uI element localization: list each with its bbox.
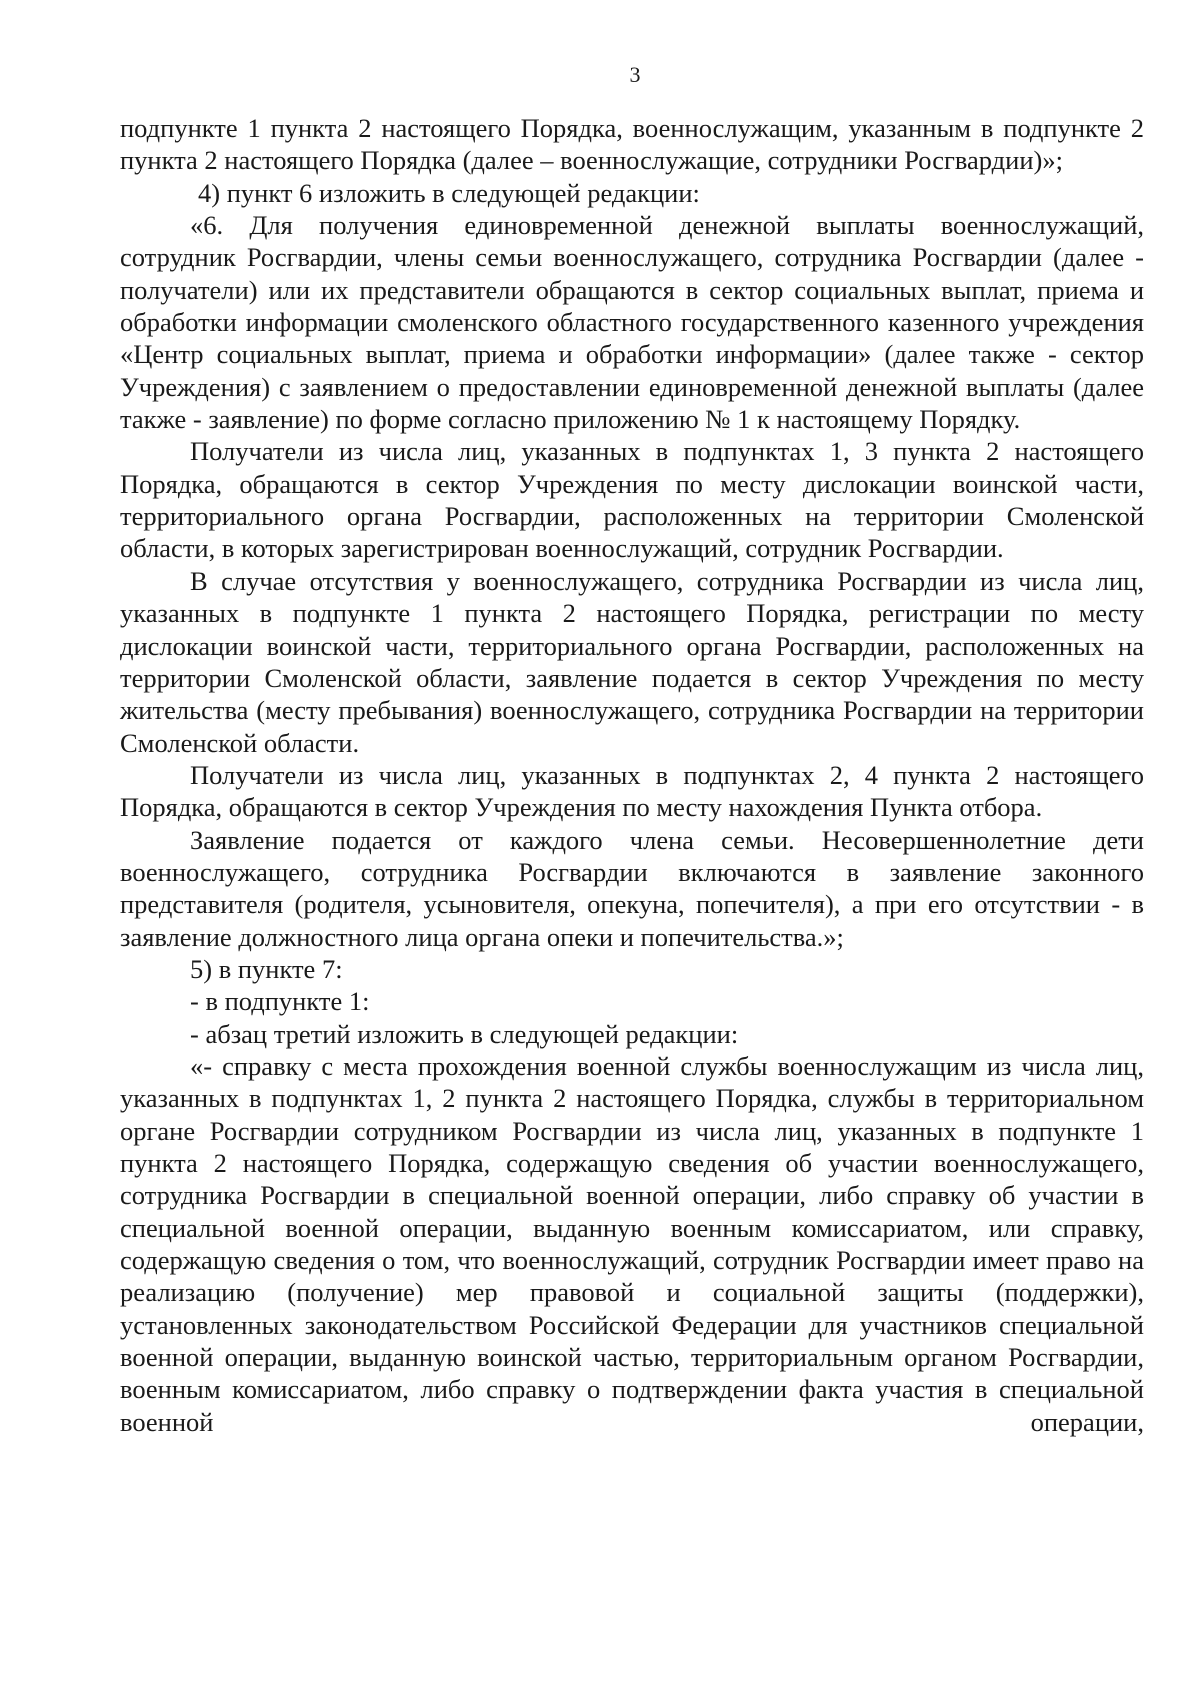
paragraph-item-5: 5) в пункте 7: [190, 953, 343, 984]
page-number: 3 [629, 62, 641, 87]
paragraph-subitem-1: - в подпункте 1: [190, 986, 370, 1017]
paragraph-certificate: «- справку с места прохождения военной службы военнослужащим из числа лиц, указанных в подпунктах 1, 2 пункта 2 настоящего Порядка, службы в территориальном органе Росгвардии сотрудником Росгвардии из числа лиц, указанных в подпункте 1 пункта 2 настоящего Порядка, содержащую сведения об участии военнослужащего, сотрудника Росгвардии в специальной военной операции, либо справку об участии в специальной военной операции, выданную военным комиссариатом, или справку, содержащую сведения о том, что военнослужащий, сотрудник Росгвардии имеет право на реализацию (получение) мер правовой и социальной защиты (поддержки), установленных законодательством Российской Федерации для участников специальной военной операции, выданную воинской частью, территориальным органом Росгвардии, военным комиссариатом, либо справку о подтверждении факта участия в специальной военной операции, [120, 1050, 1144, 1437]
paragraph-third-abzac: - абзац третий изложить в следующей редакции: [190, 1018, 739, 1049]
document-body [120, 112, 1144, 1438]
paragraph-family-members: Заявление подается от каждого члена семьи. Несовершеннолетние дети военнослужащего, сотрудника Росгвардии включаются в заявление законного представителя (родителя, усыновителя, опекуна, попечителя), а при его отсутствии - в заявление должностного лица органа опеки и попечительства.»; [120, 824, 1144, 952]
paragraph-item-4: 4) пункт 6 изложить в следующей редакции: [198, 177, 700, 208]
paragraph-continuation: подпункте 1 пункта 2 настоящего Порядка, военнослужащим, указанным в подпункте 2 пункта 2 настоящего Порядка (далее – военнослужащие, сотрудники Росгвардии)»; [120, 113, 1144, 176]
paragraph-point-6: «6. Для получения единовременной денежной выплаты военнослужащий, сотрудник Росгвардии, члены семьи военнослужащего, сотрудника Росгвардии (далее - получатели) или их представители обращаются в сектор социальных выплат, приема и обработки информации смоленского областного государственного казенного учреждения «Центр социальных выплат, приема и обработки информации» (далее также - сектор Учреждения) с заявлением о предоставлении единовременной денежной выплаты (далее также - заявление) по форме согласно приложению № 1 к настоящему Порядку. [120, 210, 1144, 435]
paragraph-recipients-1-3: Получатели из числа лиц, указанных в подпунктах 1, 3 пункта 2 настоящего Порядка, обращаются в сектор Учреждения по месту дислокации воинской части, территориального органа Росгвардии, расположенных на территории Смоленской области, в которых зарегистрирован военнослужащий, сотрудник Росгвардии. [120, 436, 1144, 564]
paragraph-recipients-2-4: Получатели из числа лиц, указанных в подпунктах 2, 4 пункта 2 настоящего Порядка, обращаются в сектор Учреждения по месту нахождения Пункта отбора. [120, 759, 1144, 823]
paragraph-no-registration: В случае отсутствия у военнослужащего, сотрудника Росгвардии из числа лиц, указанных в подпункте 1 пункта 2 настоящего Порядка, регистрации по месту дислокации воинской части, территориального органа Росгвардии, расположенных на территории Смоленской области, заявление подается в сектор Учреждения по месту жительства (месту пребывания) военнослужащего, сотрудника Росгвардии на территории Смоленской области. [120, 565, 1144, 758]
